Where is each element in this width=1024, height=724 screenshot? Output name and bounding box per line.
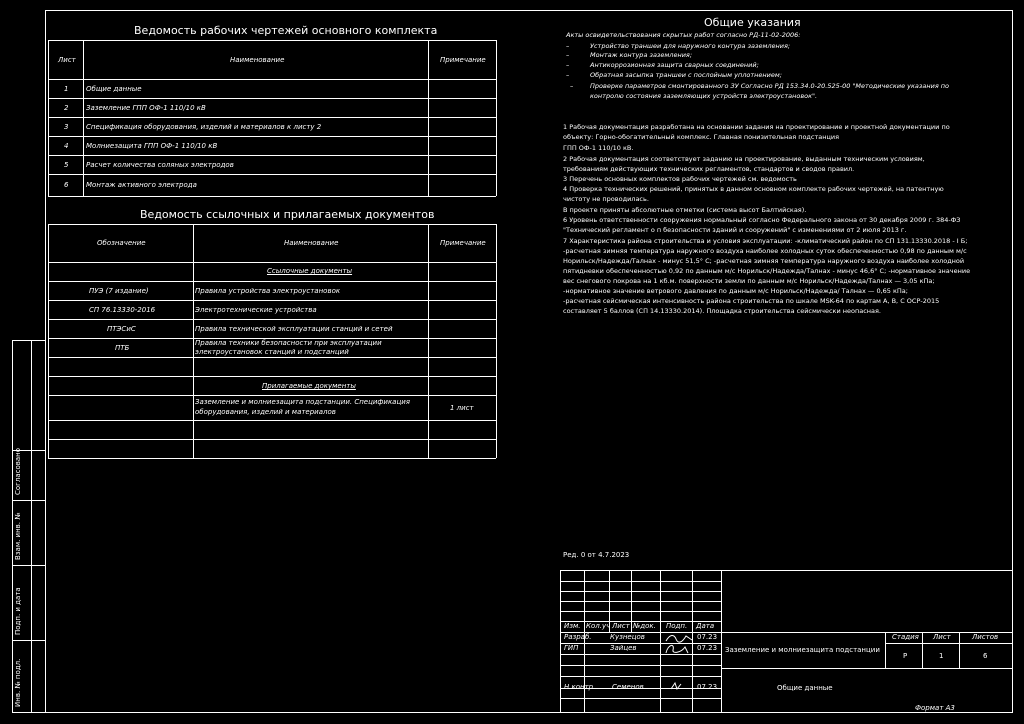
act-dash: – — [566, 61, 570, 69]
row-sheet-name: Монтаж активного электрода — [86, 181, 197, 189]
row-sheet-number: 1 — [64, 85, 69, 93]
col-sheet-header: Лист — [58, 56, 76, 64]
role-date: 07.23 — [697, 683, 718, 691]
format-label: Формат А3 — [915, 704, 955, 712]
ref-name: Правила устройства электроустановок — [195, 287, 341, 295]
signature-icon — [669, 681, 683, 691]
act-item: Антикоррозионная защита сварных соединений; — [590, 61, 759, 69]
role-name: Кузнецов — [610, 633, 645, 641]
row-sheet-number: 2 — [64, 104, 69, 112]
side-agreed-label: Согласовано — [14, 447, 22, 495]
act-dash: – — [566, 42, 570, 50]
signature-icon — [663, 641, 691, 657]
note-line: составляет 5 баллов (СП 14.13330.2014). Площадка строительства сейсмически неопасная. — [563, 307, 881, 315]
attached-name-line1: Заземление и молниезащита подстанции. Спецификация — [195, 398, 410, 406]
ref-designation: ПТЭСиС — [107, 325, 136, 333]
note-line: 2 Рабочая документация соответствует заданию на проектирование, выданным техническим условиям, — [563, 155, 925, 163]
note-line: 3 Перечень основных комплектов рабочих чертежей см. ведомость — [563, 175, 797, 183]
col-izm: Изм. — [564, 622, 581, 630]
attached-note: 1 лист — [450, 404, 474, 412]
act-item: Устройство траншеи для наружного контура заземления; — [590, 42, 791, 50]
col-kolch: Кол.уч — [586, 622, 611, 630]
attached-section-title: Прилагаемые документы — [262, 382, 356, 390]
col-list: Лист — [612, 622, 630, 630]
ref-name-line2: электроустановок станций и подстанций — [195, 348, 349, 356]
row-sheet-name: Молниезащита ГПП ОФ-1 110/10 кВ — [86, 142, 218, 150]
note-line: ГПП ОФ-1 110/10 кВ. — [563, 144, 634, 152]
ref-section-title: Ссылочные документы — [267, 267, 353, 275]
act-item: Монтаж контура заземления; — [590, 51, 693, 59]
note-line: -расчетная зимняя температура наружного воздуха наиболее холодных суток обеспеченностью 0,98 по данным м/с — [563, 247, 967, 255]
drawings-list-title: Ведомость рабочих чертежей основного комплекта — [134, 24, 438, 37]
role-label: ГИП — [564, 644, 579, 652]
sheet-name: Общие данные — [777, 684, 833, 692]
list-header: Лист — [933, 633, 951, 641]
stage-header: Стадия — [892, 633, 919, 641]
role-date: 07.23 — [697, 633, 718, 641]
note-line: "Технический регламент о п безопасности зданий и сооружений" с изменениями от 2 июля 2013 г. — [563, 226, 907, 234]
note-line: В проекте приняты абсолютные отметки (система высот Балтийская). — [563, 206, 807, 214]
role-name: Семенов — [612, 683, 644, 691]
act-dash: – — [570, 82, 574, 90]
row-sheet-name: Спецификация оборудования, изделий и материалов к листу 2 — [86, 123, 322, 131]
row-sheet-name: Заземление ГПП ОФ-1 110/10 кВ — [86, 104, 206, 112]
col-name-header: Наименование — [284, 239, 339, 247]
col-ndok: №док. — [633, 622, 656, 630]
note-line: 7 Характеристика района строительства и условия эксплуатации: -климатический район по СП 131.13330.2018 - I Б; — [563, 237, 968, 245]
note-line: Норильск/Надежда/Талнах - минус 51,5° С; -расчетная зимняя температура наружного воздуха наиболее холодной — [563, 257, 965, 265]
role-label: Н.контр. — [564, 683, 596, 691]
col-note-header: Примечание — [440, 239, 486, 247]
note-line: объекту: Горно-обогатительный комплекс. Главная понизительная подстанция — [563, 133, 840, 141]
ref-name: Правила технической эксплуатации станций и сетей — [195, 325, 393, 333]
side-sign-date-label: Подп. и дата — [14, 587, 22, 635]
col-designation-header: Обозначение — [97, 239, 146, 247]
sheet-value: 1 — [939, 652, 944, 660]
role-date: 07.23 — [697, 644, 718, 652]
row-sheet-number: 5 — [64, 161, 69, 169]
note-line: требованиям действующих технических регламентов, стандартов и сводов правил. — [563, 165, 855, 173]
act-item: Обратная засыпка траншеи с послойным уплотнением; — [590, 71, 782, 79]
note-line: -расчетная сейсмическая интенсивность района строительства по шкале MSK-64 по картам A, B, C ОСР-2015 — [563, 297, 940, 305]
sheets-value: 6 — [983, 652, 988, 660]
ref-designation: СП 76.13330-2016 — [89, 306, 156, 314]
side-replaced-label: Взам. инв. № — [14, 512, 22, 560]
row-sheet-name: Общие данные — [86, 85, 142, 93]
ref-designation: ПУЭ (7 издание) — [89, 287, 149, 295]
note-line: 1 Рабочая документация разработана на основании задания на проектирование и проектной документации по — [563, 123, 950, 131]
role-name: Зайцев — [610, 644, 637, 652]
row-sheet-number: 4 — [64, 142, 69, 150]
sheets-header: Листов — [972, 633, 999, 641]
ref-name-line1: Правила техники безопасности при эксплуатации — [195, 339, 382, 347]
note-line: 6 Уровень ответственности сооружения нормальный согласно Федерального закона от 30 декабря 2009 г. 384-ФЗ — [563, 216, 961, 224]
acts-intro: Акты освидетельствования скрытых работ согласно РД-11-02-2006: — [566, 31, 801, 39]
note-line: вес снегового покрова на 1 кб.м. поверхности земли по данным м/с Норильск/Надежда/Талнах — 3,05 кПа; — [563, 277, 935, 285]
note-line: пятидневки обеспеченностью 0,92 по данным м/с Норильск/Надежда/Талнах - минус 46,6° С; -нормативное значение — [563, 267, 971, 275]
row-sheet-number: 6 — [64, 181, 69, 189]
act-item: Проверке параметров смонтированного ЗУ Согласно РД 153.34.0-20.525-00 "Методические указания по — [590, 82, 950, 90]
general-notes-title: Общие указания — [704, 16, 801, 29]
act-dash: – — [566, 51, 570, 59]
col-podp: Подп. — [666, 622, 688, 630]
row-sheet-name: Расчет количества соляных электродов — [86, 161, 234, 169]
note-line: 4 Проверка технических решений, принятых в данном основном комплекте рабочих чертежей, на патентную — [563, 185, 944, 193]
ref-docs-title: Ведомость ссылочных и прилагаемых документов — [140, 208, 435, 221]
row-sheet-number: 3 — [64, 123, 69, 131]
act-item: контролю состояния заземляющих устройств электроустановок". — [590, 92, 818, 100]
ref-name: Электротехнические устройства — [195, 306, 317, 314]
attached-name-line2: оборудования, изделий и материалов — [195, 408, 336, 416]
stage-value: Р — [903, 652, 908, 660]
act-dash: – — [566, 71, 570, 79]
note-line: чистоту не проводилась. — [563, 195, 649, 203]
ref-designation: ПТБ — [115, 344, 130, 352]
col-note-header: Примечание — [440, 56, 486, 64]
role-label: Разраб. — [564, 633, 592, 641]
revision-note: Ред. 0 от 4.7.2023 — [563, 551, 630, 559]
note-line: -нормативное значение ветрового давления по данным м/с Норильск/Надежда/ Талнах — 0,65 кПа; — [563, 287, 908, 295]
col-name-header: Наименование — [230, 56, 285, 64]
side-inv-label: Инв. № подл. — [14, 658, 22, 707]
object-name: Заземление и молниезащита подстанции — [725, 646, 880, 654]
drawing-frame — [45, 10, 1013, 713]
col-data: Дата — [696, 622, 715, 630]
